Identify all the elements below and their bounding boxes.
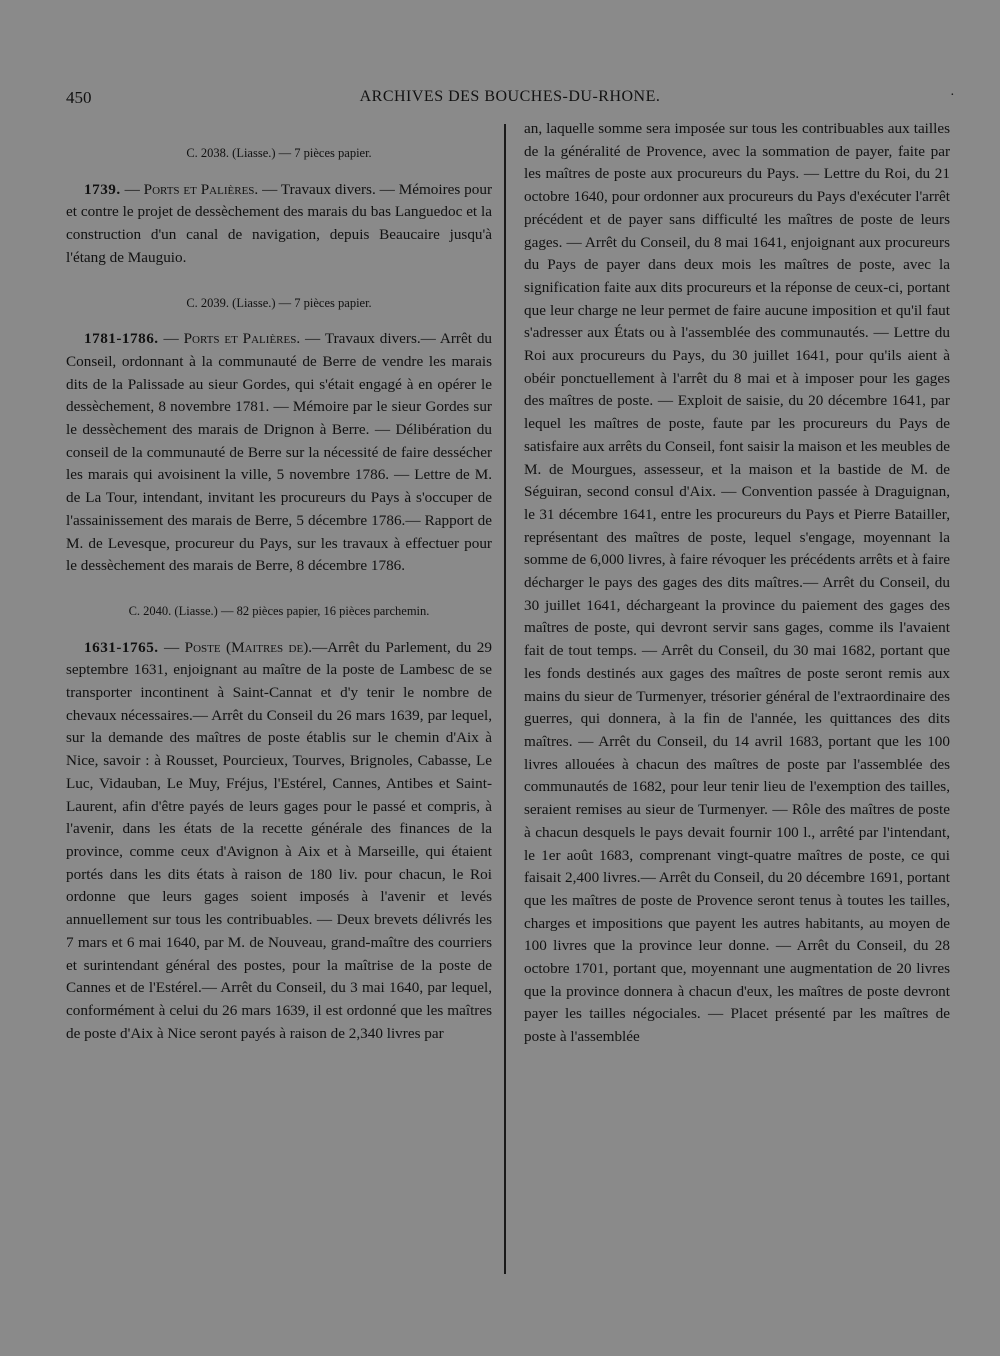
entry-3-head: — Poste (Maitres de). bbox=[164, 638, 313, 656]
entry-1-cote: C. 2038. (Liasse.) — 7 pièces papier. bbox=[186, 146, 372, 160]
entry-2-body bbox=[66, 328, 492, 578]
entry-3-cote: C. 2040. (Liasse.) — 82 pièces papier, 16 pièces parchemin. bbox=[128, 603, 430, 618]
entry-2-cote: C. 2039. (Liasse.) — 7 pièces papier. bbox=[186, 295, 372, 310]
entry-2-date: 1781-1786. bbox=[84, 330, 159, 348]
entry-1-text: — Travaux divers. — Mémoires pour et contre le projet de dessèchement des marais du bas Languedoc et la construction d'un canal de navigation, depuis Beaucaire jusqu'à l'étang de Mauguio. bbox=[66, 180, 493, 266]
column-divider bbox=[504, 124, 506, 1274]
entry-3 bbox=[66, 637, 492, 1046]
page-number: 450 bbox=[66, 88, 92, 107]
right-column-text: an, laquelle somme sera imposée sur tous les contribuables aux tailles de la généralité de Provence, avec la sommation de payer, faite par les maîtres de poste aux procureurs du Pays. — Lettre du Roi, du 21 octobre 1640, pour ordonner aux procureurs du Pays d'exécuter l'arrêt précédent et de payer sans difficulté les maîtres de poste de leurs gages. — Arrêt du Conseil, du 8 mai 1641, enjoignant aux procureurs du Pays de payer dans deux mois les maîtres de poste, avec la signification faite aux dits procureurs et la réponse de ceux-ci, portant que leur charge ne leur permet de faire aucune imposition et qu'il faut s'adresser aux États ou à l'assemblée des communautés. — Lettre du Roi aux procureurs du Pays, du 30 juillet 1641, pour qu'ils aient à obéir ponctuellement à l'arrêt du 8 mai et à imposer pour les gages des maîtres de poste. — Exploit de saisie, du 20 décembre 1641, par lequel les maîtres de poste, faute par les procureurs du Pays de satisfaire aux arrêts du Conseil, font saisir la maison et les meubles de M. de Mourgues, assesseur, et la maison et la bastide de M. de Séguiran, second consul d'Aix. — Convention passée à Draguignan, le 31 décembre 1641, entre les procureurs du Pays et Pierre Batailler, représentant des maîtres de poste, lequel s'engage, moyennant la somme de 6,000 livres, à faire révoquer les précédents arrêts et à faire décharger le pays des gages des dits maîtres.— Arrêt du Conseil, du 30 juillet 1641, déchargeant la province du paiement des gages des maîtres de poste, qui devront servir sans gages, comme ils l'avaient fait de tout temps. — Arrêt du Conseil, du 30 mai 1682, portant que les fonds destinés aux gages des maîtres de poste seront remis aux mains du sieur de Turmenyer, trésorier général de l'extraordinaire des guerres, qui donnera, à la fin de l'année, les quittances des dits maîtres. — Arrêt du Conseil, du 14 avril 1683, portant que les 100 livres allouées à chacun des maîtres de poste par l'assemblée des communautés de 1682, pour leur tenir lieu de l'exemption des tailles, seraient remises au sieur de Turmenyer. — Rôle des maîtres de poste à chacun desquels le pays devait fournir 100 l., arrêté par l'intendant, le 1er août 1683, comprenant vingt-quatre maîtres de poste, ce qui faisait 2,400 livres.— Arrêt du Conseil, du 20 décembre 1691, portant que les maîtres de poste de Provence seront tenus à toutes les tailles, charges et impositions que payent les autres habitants, au moyen de 100 livres que la province leur donne. — Arrêt du Conseil, du 28 octobre 1701, portant que, moyennant une augmentation de 20 livres que la province donnera à chacun d'eux, les maîtres de poste devront payer les tailles négociales. — Placet présenté par les maîtres de poste à l'assemblée bbox=[524, 120, 950, 1046]
entry-1-date: 1739. bbox=[84, 180, 121, 198]
entry-2-head: — Ports et Palières. bbox=[163, 330, 301, 348]
entry-2-text: — Travaux divers.— Arrêt du Conseil, ordonnant à la communauté de Berre de vendre les marais dits de la Palissade au sieur Gordes, qui s'était engagé à en opérer le dessèchement, 8 novembre 1781. — Mémoire par le sieur Gordes sur le dessèchement des marais de Drignon à Berre. — Délibération du conseil de la communauté de Berre sur la nécessité de faire dessécher les marais qui avoisinent la ville, 5 novembre 1786. — Lettre de M. de La Tour, intendant, invitant les procureurs du Pays à s'occuper de l'assainissement des marais de Berre, 5 décembre 1786.— Rapport de M. de Levesque, procureur du Pays, sur les travaux à effectuer pour le dessèchement des marais de Berre, 8 décembre 1786. bbox=[66, 330, 493, 575]
entry-1-head: — Ports et Palières. bbox=[124, 180, 259, 198]
entry-3-body bbox=[66, 637, 492, 1046]
left-column bbox=[66, 118, 492, 1045]
entry-3-date: 1631-1765. bbox=[84, 638, 159, 656]
entry-1 bbox=[66, 179, 492, 270]
entry-1-body bbox=[66, 179, 492, 270]
header-mark: · bbox=[950, 88, 955, 103]
right-column bbox=[524, 118, 950, 1049]
running-title: ARCHIVES DES BOUCHES-DU-RHONE. bbox=[359, 88, 661, 105]
entry-2 bbox=[66, 328, 492, 578]
entry-3-text: —Arrêt du Parlement, du 29 septembre 1631, enjoignant au maître de la poste de Lambesc de se transporter incontinent à Saint-Cannat et d'y tenir le nombre de chevaux nécessaires.— Arrêt du Conseil du 26 mars 1639, par lequel, sur la demande des maîtres de poste établis sur le chemin d'Aix à Nice, savoir : à Rousset, Pourcieux, Tourves, Brignoles, Cabasse, Le Luc, Vidauban, Le Muy, Fréjus, l'Estérel, Cannes, Antibes et Saint-Laurent, afin d'être payés de leurs gages pour le passé et compris, à l'avenir, dans les états de la recette générale des finances de la province, comme ceux d'Avignon à Aix et à Marseille, qui étaient portés dans les dits états à raison de 180 liv. pour chacun, le Roi ordonne que leurs gages soient imposés à l'avenir et levés annuellement sur tous les contribuables. — Deux brevets délivrés les 7 mars et 6 mai 1640, par M. de Nouveau, grand-maître des courriers et surintendant général des postes, pour la maîtrise de la poste de Cannes et de l'Estérel.— Arrêt du Conseil, du 3 mai 1640, par lequel, conformément à celui du 26 mars 1639, il est ordonné que les maîtres de poste d'Aix à Nice seront payés à raison de 2,340 livres par bbox=[66, 638, 492, 1042]
